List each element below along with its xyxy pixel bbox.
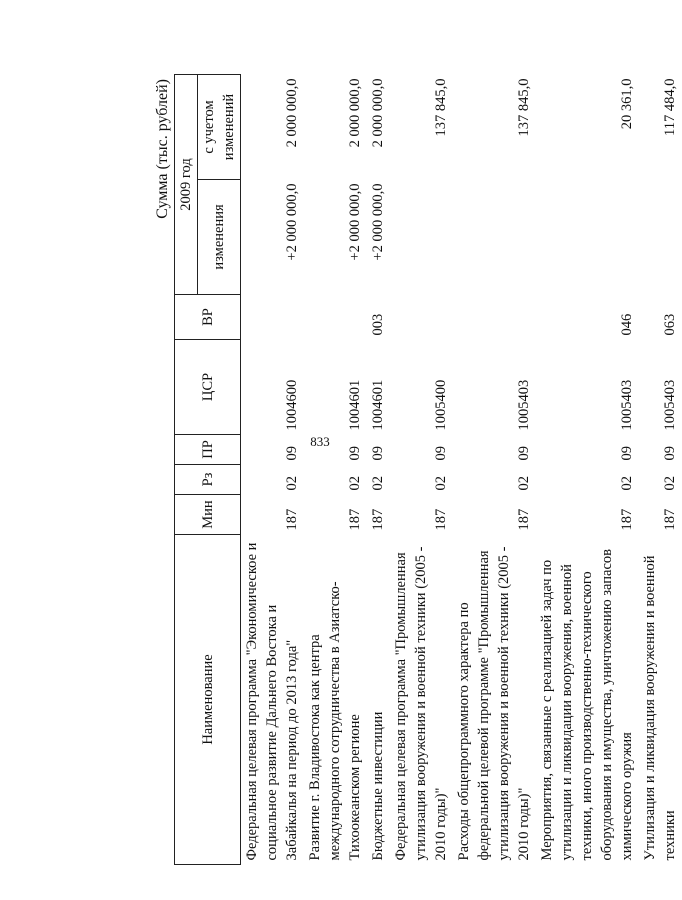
rotated-table-sheet xyxy=(150,75,678,865)
cell-pr: 09 xyxy=(370,446,386,461)
cell-total: 20 361,0 xyxy=(619,78,635,130)
table-header xyxy=(175,74,241,864)
cell-csr: 1004601 xyxy=(347,379,363,431)
cell-changes xyxy=(536,180,639,295)
cell-csr: 1005403 xyxy=(619,379,635,431)
cell-vr: 003 xyxy=(370,313,386,336)
cell-total: 2 000 000,0 xyxy=(347,78,363,148)
cell-pr: 09 xyxy=(619,446,635,461)
cell-name: Федеральная целевая программа "Экономическое и социальное развитие Дальнего Востока и Забайкалья на период до 2013 года" xyxy=(244,542,300,861)
cell-pr: 09 xyxy=(433,446,449,461)
cell-vr xyxy=(390,295,453,340)
table-row xyxy=(639,74,682,864)
cell-min: 187 xyxy=(516,508,532,531)
cell-csr: 1005403 xyxy=(516,379,532,431)
cell-pr: 09 xyxy=(347,446,363,461)
cell-pr: 09 xyxy=(662,446,678,461)
cell-changes xyxy=(639,180,682,295)
cell-rz: 02 xyxy=(284,476,300,491)
cell-min: 187 xyxy=(619,508,635,531)
header-vr: ВР xyxy=(175,295,241,340)
cell-csr: 1005403 xyxy=(662,379,678,431)
cell-changes xyxy=(453,180,536,295)
cell-changes: +2 000 000,0 xyxy=(370,183,386,261)
cell-name: Федеральная целевая программа "Промышленная утилизация вооружения и военной техники (2005 - 2010 годы)" xyxy=(393,546,449,861)
budget-table xyxy=(174,74,682,865)
header-total: с учетом изменений xyxy=(198,74,241,179)
cell-vr xyxy=(241,295,305,340)
table-body xyxy=(241,74,682,864)
cell-min: 187 xyxy=(284,508,300,531)
table-row xyxy=(367,74,390,864)
cell-rz: 02 xyxy=(516,476,532,491)
cell-pr: 09 xyxy=(516,446,532,461)
cell-vr: 063 xyxy=(662,313,678,336)
cell-pr: 09 xyxy=(284,446,300,461)
cell-name: Бюджетные инвестиции xyxy=(370,711,386,861)
cell-rz: 02 xyxy=(347,476,363,491)
cell-csr: 1005400 xyxy=(433,379,449,431)
cell-vr xyxy=(304,295,367,340)
cell-min: 187 xyxy=(433,508,449,531)
cell-total: 137 845,0 xyxy=(433,78,449,137)
cell-min: 187 xyxy=(347,508,363,531)
cell-changes: +2 000 000,0 xyxy=(347,183,363,261)
cell-rz: 02 xyxy=(619,476,635,491)
table-row xyxy=(241,74,305,864)
cell-min: 187 xyxy=(370,508,386,531)
table-row xyxy=(453,74,536,864)
cell-name: Расходы общепрограммного характера по федеральной целевой программе "Промышленная утилизация вооружения и военной техники (2005 - 2010 годы)" xyxy=(456,546,532,861)
cell-rz: 02 xyxy=(662,476,678,491)
cell-rz: 02 xyxy=(370,476,386,491)
table-row xyxy=(304,74,367,864)
cell-name: Утилизация и ликвидация вооружения и военной техники xyxy=(642,555,678,861)
cell-vr: 046 xyxy=(619,313,635,336)
header-name: Наименование xyxy=(175,535,241,865)
table-row xyxy=(390,74,453,864)
cell-csr: 1004601 xyxy=(370,379,386,431)
cell-vr xyxy=(453,295,536,340)
cell-min: 187 xyxy=(662,508,678,531)
header-csr: ЦСР xyxy=(175,340,241,435)
header-rz: Рз xyxy=(175,465,241,495)
cell-name: Мероприятия, связанные с реализацией задач по утилизации и ликвидации вооружения, военной техники, иного производственно-технического оборудования и имущества, уничтожению запасов химического оружия xyxy=(539,549,635,861)
table-row xyxy=(536,74,639,864)
cell-total: 2 000 000,0 xyxy=(370,78,386,148)
cell-rz: 02 xyxy=(433,476,449,491)
header-changes: изменения xyxy=(198,180,241,295)
cell-changes xyxy=(390,180,453,295)
cell-csr: 1004600 xyxy=(284,379,300,431)
cell-changes: +2 000 000,0 xyxy=(284,183,300,261)
cell-total: 137 845,0 xyxy=(516,78,532,137)
cell-total: 117 484,0 xyxy=(662,78,678,136)
page-number: 833 xyxy=(310,434,330,449)
cell-total: 2 000 000,0 xyxy=(284,78,300,148)
header-year: 2009 год xyxy=(175,74,198,294)
cell-name: Развитие г. Владивостока как центра международного сотрудничества в Азиатско-Тихоокеанском регионе xyxy=(307,581,363,861)
header-pr: ПР xyxy=(175,435,241,465)
units-caption: Сумма (тыс. рублей) xyxy=(154,79,171,219)
header-min: Мин xyxy=(175,495,241,535)
